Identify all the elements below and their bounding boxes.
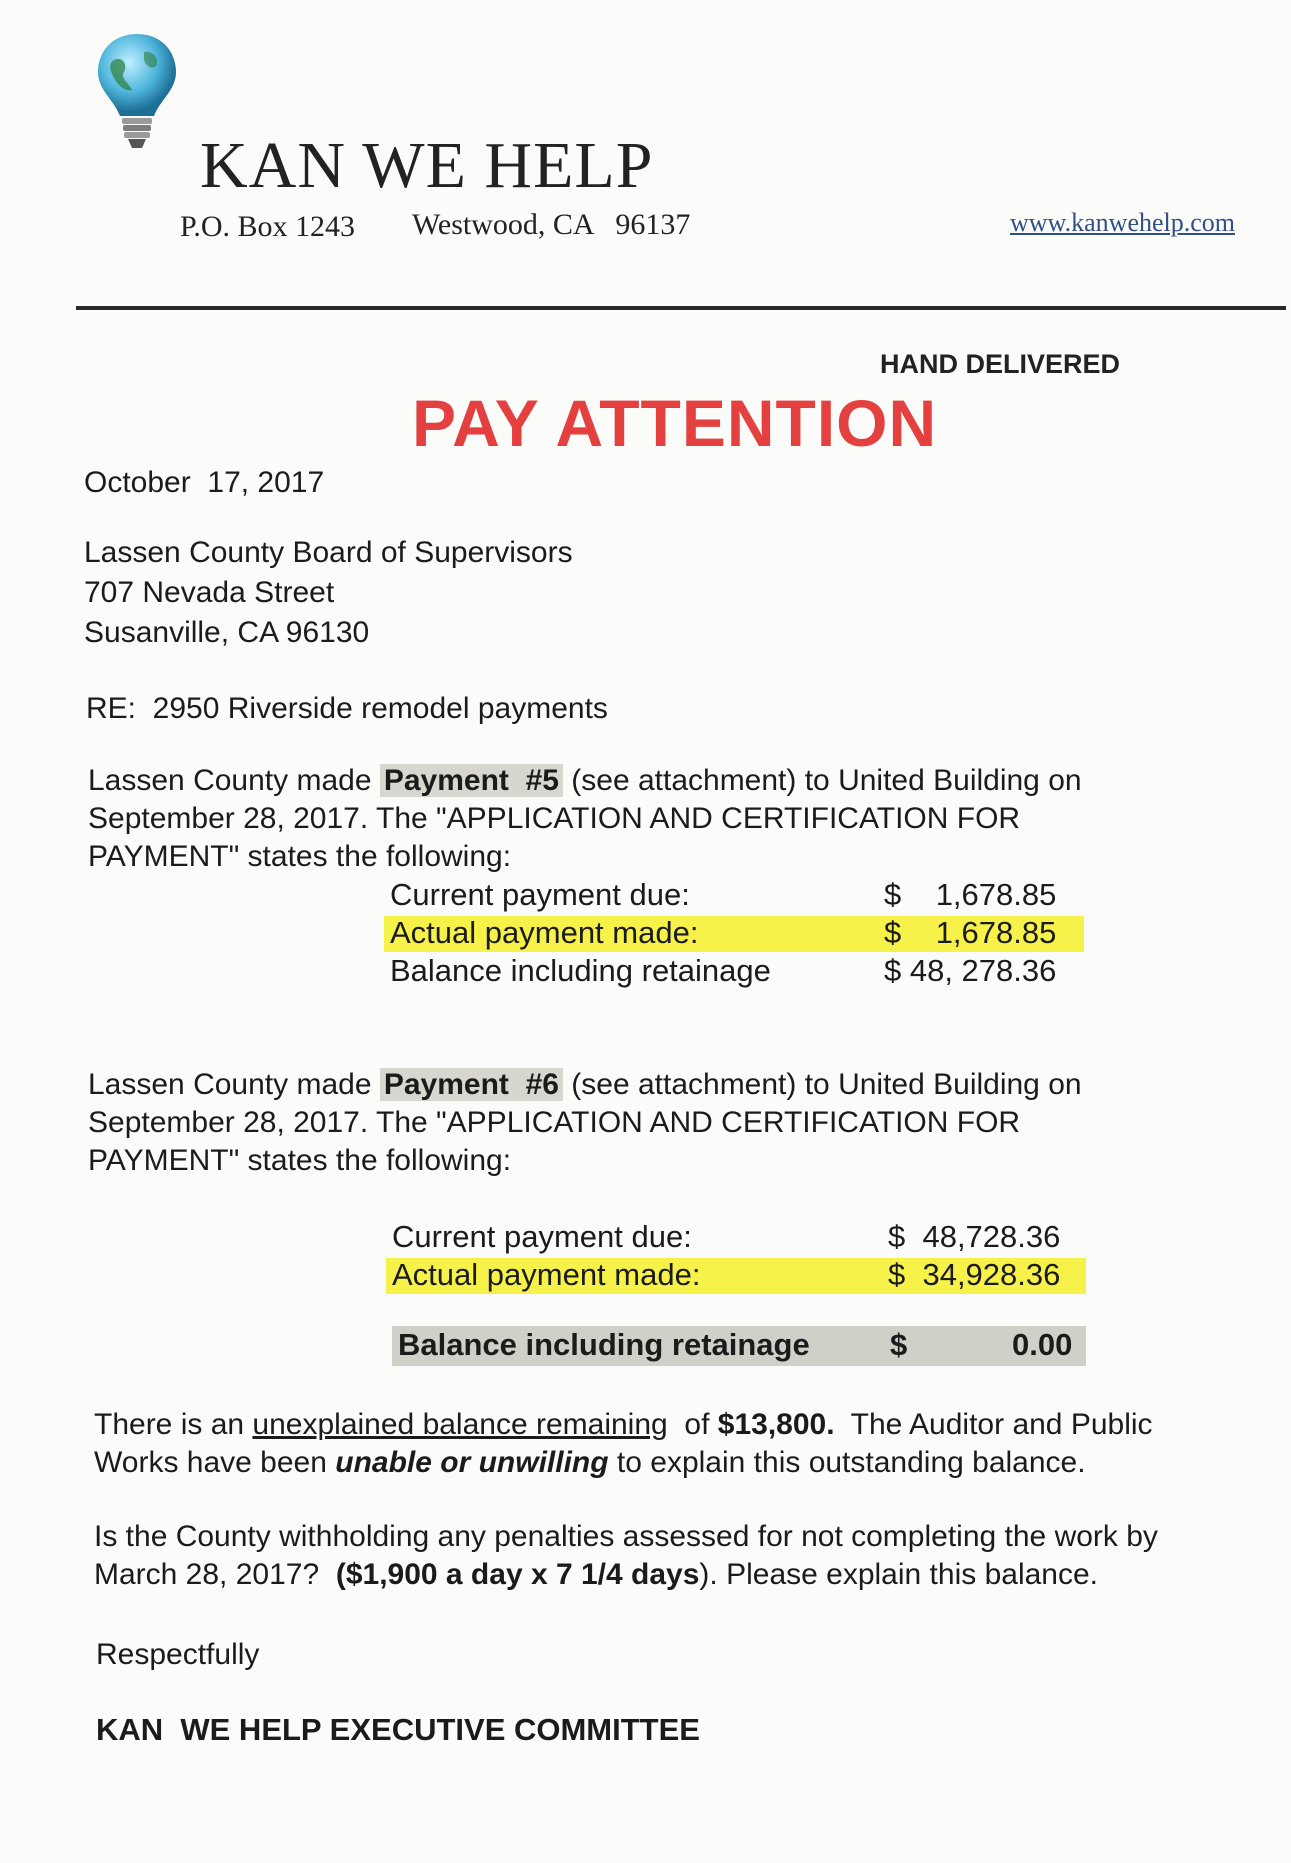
row-amount: $ 48, 278.36 bbox=[884, 953, 1057, 988]
emphasis-text: unable or unwilling bbox=[335, 1446, 609, 1479]
paragraph-text: Lassen County made bbox=[88, 764, 380, 797]
paragraph-text: to explain this outstanding balance. bbox=[608, 1446, 1086, 1479]
subject-line: RE: 2950 Riverside remodel payments bbox=[86, 692, 608, 725]
paragraph-text: (see attachment) to United Building on bbox=[562, 764, 1082, 797]
row-amount: $ 1,678.85 bbox=[884, 877, 1057, 912]
balance-amount: $13,800. bbox=[717, 1408, 835, 1441]
recipient-address bbox=[84, 534, 573, 654]
payment6-row bbox=[386, 1256, 1078, 1294]
paragraph-text: There is an bbox=[94, 1408, 253, 1441]
row-label: Balance including retainage bbox=[398, 1327, 810, 1362]
paragraph-text: Lassen County made bbox=[88, 1068, 380, 1101]
payment5-row bbox=[384, 952, 1074, 990]
payment6-balance-row bbox=[392, 1326, 1076, 1364]
row-amount-symbol: $ bbox=[890, 1327, 908, 1362]
balance-paragraph bbox=[94, 1406, 1153, 1482]
row-amount: $ 1,678.85 bbox=[884, 915, 1057, 950]
organization-name: KAN WE HELP bbox=[200, 129, 654, 202]
row-label: Actual payment made: bbox=[390, 915, 699, 950]
penalty-calculation: ($1,900 a day x 7 1/4 days bbox=[335, 1558, 700, 1591]
paragraph-text: March 28, 2017? bbox=[94, 1558, 336, 1591]
payment-label: Payment #5 bbox=[380, 764, 563, 797]
closing: Respectfully bbox=[96, 1638, 260, 1671]
penalty-paragraph bbox=[94, 1518, 1158, 1594]
paragraph-text: September 28, 2017. The "APPLICATION AND CERTIFICATION FOR bbox=[88, 802, 1021, 835]
row-amount: $ 34,928.36 bbox=[888, 1257, 1061, 1292]
paragraph-text: Works have been bbox=[94, 1446, 336, 1479]
paragraph-text: PAYMENT" states the following: bbox=[88, 1144, 512, 1177]
lightbulb-globe-logo bbox=[92, 30, 182, 160]
row-label: Actual payment made: bbox=[392, 1257, 701, 1292]
letterhead-divider bbox=[76, 306, 1286, 310]
row-amount-value: 0.00 bbox=[1012, 1327, 1073, 1362]
website-link[interactable]: www.kanwehelp.com bbox=[1010, 208, 1236, 237]
underlined-text: unexplained balance remaining bbox=[252, 1408, 668, 1441]
paragraph-text: ). Please explain this balance. bbox=[699, 1558, 1098, 1591]
payment5-row bbox=[384, 876, 1074, 914]
delivery-note: HAND DELIVERED bbox=[880, 349, 1121, 379]
recipient-line: 707 Nevada Street bbox=[84, 576, 335, 609]
payment-label: Payment #6 bbox=[380, 1068, 563, 1101]
paragraph-text: PAYMENT" states the following: bbox=[88, 840, 512, 873]
row-label: Balance including retainage bbox=[390, 953, 771, 988]
recipient-line: Susanville, CA 96130 bbox=[84, 616, 370, 649]
paragraph-text: of bbox=[667, 1408, 718, 1441]
paragraph-text: September 28, 2017. The "APPLICATION AND CERTIFICATION FOR bbox=[88, 1106, 1021, 1139]
payment5-paragraph bbox=[88, 762, 1082, 876]
row-label: Current payment due: bbox=[390, 877, 690, 912]
signature-block: KAN WE HELP EXECUTIVE COMMITTEE bbox=[96, 1712, 700, 1747]
payment6-paragraph bbox=[88, 1066, 1082, 1180]
letter-date: October 17, 2017 bbox=[84, 466, 325, 499]
address-city: Westwood, CA 96137 bbox=[412, 208, 691, 241]
row-amount: $ 48,728.36 bbox=[888, 1219, 1061, 1254]
payment5-row bbox=[384, 914, 1074, 952]
paragraph-text: The Auditor and Public bbox=[834, 1408, 1153, 1441]
row-label: Current payment due: bbox=[392, 1219, 692, 1254]
paragraph-text: (see attachment) to United Building on bbox=[562, 1068, 1082, 1101]
headline: PAY ATTENTION bbox=[412, 386, 938, 460]
payment6-row bbox=[386, 1218, 1078, 1256]
paragraph-text: Is the County withholding any penalties assessed for not completing the work by bbox=[94, 1520, 1158, 1553]
recipient-line: Lassen County Board of Supervisors bbox=[84, 536, 573, 569]
po-box: P.O. Box 1243 bbox=[180, 210, 356, 243]
